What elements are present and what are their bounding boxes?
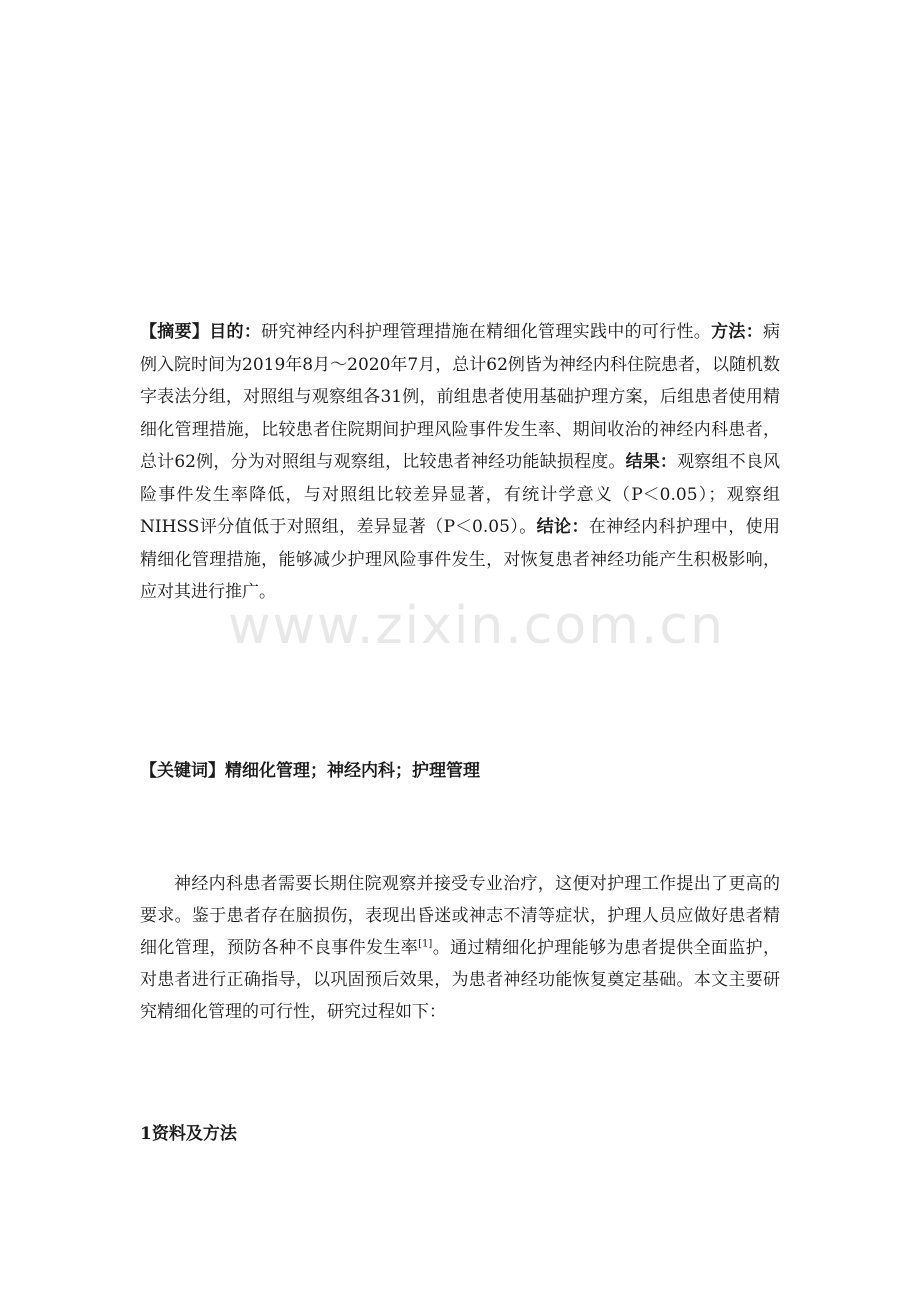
objective-text: 研究神经内科护理管理措施在精细化管理实践中的可行性。 — [261, 322, 712, 342]
intro-text-1: 神经内科患者需要长期住院观察并接受专业治疗，这便对护理工作提出了更高的要求。鉴于患者存在脑损伤，表现出昏迷或神志不清等症状，护理人员应做好患者精细化管理，预防各种不良事件发生率 — [140, 874, 780, 958]
abstract-paragraph — [140, 316, 780, 609]
keywords-label: 【关键词】 — [140, 761, 225, 781]
methods-label: 方法： — [711, 322, 764, 342]
intro-paragraph — [140, 868, 780, 1028]
intro-text-2: 。通过精细化护理能够为患者提供全面监护，对患者进行正确指导，以巩固预后效果，为患者神经功能恢复奠定基础。本文主要研究精细化管理的可行性，研究过程如下： — [140, 938, 781, 1022]
objective-label: 目的： — [209, 322, 262, 342]
results-label: 结果： — [625, 452, 678, 472]
section-heading: 1资料及方法 — [140, 1124, 237, 1144]
keywords-text: 精细化管理；神经内科；护理管理 — [225, 761, 480, 781]
citation-ref: [1] — [418, 938, 433, 950]
keywords-line — [140, 755, 780, 787]
abstract-label: 【摘要】 — [140, 322, 210, 342]
methods-text: 病例入院时间为2019年8月～2020年7月，总计62例皆为神经内科住院患者，以随机数字表法分组，对照组与观察组各31例，前组患者使用基础护理方案，后组患者使用精细化管理措施，比较患者住院期间护理风险事件发生率、期间收治的神经内科患者，总计62例，分为对照组与观察组，比较患者神经功能缺损程度。 — [140, 322, 781, 472]
watermark: www.zixin.com.cn — [228, 596, 725, 656]
conclusion-text: 在神经内科护理中，使用精细化管理措施，能够减少护理风险事件发生，对恢复患者神经功能产生积极影响，应对其进行推广。 — [140, 517, 781, 602]
results-text: 观察组不良风险事件发生率降低，与对照组比较差异显著，有统计学意义（P＜0.05）；观察组NIHSS评分值低于对照组，差异显著（P＜0.05）。 — [140, 452, 780, 537]
conclusion-label: 结论： — [536, 517, 589, 537]
